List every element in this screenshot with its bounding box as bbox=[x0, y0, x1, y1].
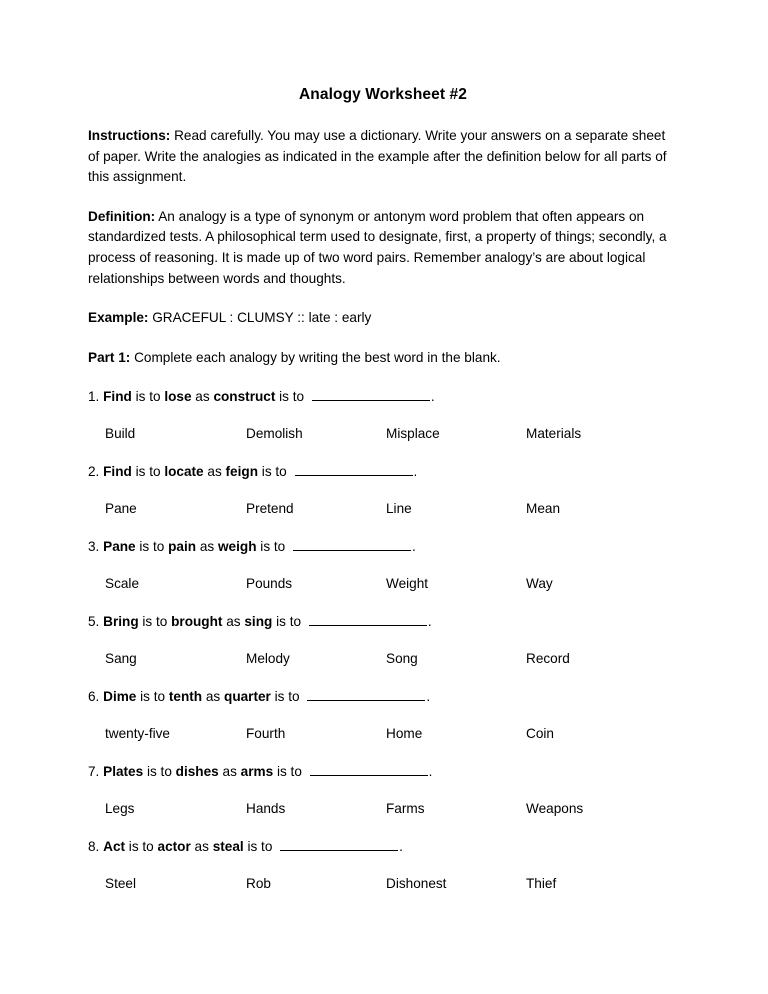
question-number: 1. bbox=[88, 389, 100, 405]
answer-options bbox=[88, 874, 674, 912]
answer-option[interactable]: Pretend bbox=[246, 501, 294, 517]
answer-option[interactable]: Scale bbox=[105, 576, 140, 592]
answer-option[interactable]: Record bbox=[526, 651, 570, 667]
answer-option[interactable]: Weight bbox=[386, 576, 429, 592]
part-1-heading bbox=[88, 348, 674, 369]
question-period: . bbox=[399, 839, 403, 855]
part-1-text: Complete each analogy by writing the best word in the blank. bbox=[130, 349, 501, 365]
answer-option[interactable]: Materials bbox=[526, 426, 582, 442]
question-block bbox=[88, 462, 674, 537]
answer-option[interactable]: Hands bbox=[246, 801, 286, 817]
connector-as: as bbox=[203, 464, 226, 480]
analogy-word-b: dishes bbox=[175, 764, 219, 780]
connector-as: as bbox=[190, 839, 213, 855]
question-number: 8. bbox=[88, 839, 100, 855]
question-number: 7. bbox=[88, 764, 100, 780]
analogy-word-a: Dime bbox=[103, 689, 137, 705]
question-period: . bbox=[413, 464, 418, 480]
answer-option[interactable]: Home bbox=[386, 726, 423, 742]
answer-option[interactable]: Misplace bbox=[386, 426, 440, 442]
answer-option[interactable]: Demolish bbox=[246, 426, 303, 442]
example-paragraph bbox=[88, 308, 674, 329]
analogy-word-a: Pane bbox=[103, 539, 136, 555]
answer-options bbox=[88, 499, 674, 537]
question-prompt bbox=[88, 612, 674, 649]
answer-option[interactable]: Legs bbox=[105, 801, 135, 817]
connector-is-to-2: is to bbox=[243, 839, 277, 855]
analogy-word-a: Plates bbox=[103, 764, 144, 780]
answer-blank[interactable] bbox=[307, 688, 425, 701]
answer-option[interactable]: Way bbox=[526, 576, 553, 592]
answer-option[interactable]: Coin bbox=[526, 726, 554, 742]
connector-is-to-1: is to bbox=[138, 614, 172, 630]
analogy-word-c: arms bbox=[240, 764, 274, 780]
question-block bbox=[88, 387, 674, 462]
question-prompt bbox=[88, 537, 674, 574]
instructions-text: Read carefully. You may use a dictionary. Write your answers on a separate sheet of paper. Write the analogies as indicated in the example after the definition below for all parts of this assignment. bbox=[88, 128, 667, 185]
connector-is-to-1: is to bbox=[131, 464, 165, 480]
analogy-word-a: Find bbox=[103, 464, 132, 480]
definition-text: An analogy is a type of synonym or antonym word problem that often appears on standardized tests. A philosophical term used to designate, first, a property of things; secondly, a process of reasoning. It is made up of two word pairs. Remember analogy’s are about logical relationships between words and thoughts. bbox=[88, 208, 667, 286]
connector-is-to-2: is to bbox=[258, 464, 291, 480]
connector-is-to-1: is to bbox=[136, 689, 169, 705]
connector-as: as bbox=[196, 539, 218, 555]
answer-options bbox=[88, 724, 674, 762]
definition-label: Definition: bbox=[88, 208, 156, 224]
answer-option[interactable]: Weapons bbox=[526, 801, 584, 817]
answer-options bbox=[88, 799, 674, 837]
instructions-label: Instructions: bbox=[88, 128, 171, 143]
document-body bbox=[88, 86, 674, 912]
question-period: . bbox=[428, 764, 433, 780]
connector-is-to-1: is to bbox=[135, 539, 169, 555]
question-list bbox=[88, 387, 674, 912]
answer-option[interactable]: Dishonest bbox=[386, 876, 447, 892]
question-prompt bbox=[88, 687, 674, 724]
question-number: 6. bbox=[88, 689, 100, 705]
example-text: GRACEFUL : CLUMSY :: late : early bbox=[148, 310, 372, 326]
analogy-word-b: locate bbox=[164, 464, 204, 480]
question-period: . bbox=[430, 389, 435, 405]
question-block bbox=[88, 612, 674, 687]
answer-option[interactable]: Rob bbox=[246, 876, 271, 892]
question-number: 5. bbox=[88, 614, 100, 630]
connector-is-to-2: is to bbox=[270, 689, 304, 705]
answer-options bbox=[88, 424, 674, 462]
answer-option[interactable]: Melody bbox=[246, 651, 290, 667]
answer-option[interactable]: Line bbox=[386, 501, 412, 517]
definition-paragraph bbox=[88, 207, 674, 289]
question-period: . bbox=[426, 689, 431, 705]
connector-as: as bbox=[218, 764, 241, 780]
question-prompt bbox=[88, 762, 674, 799]
question-prompt bbox=[88, 837, 674, 874]
answer-options bbox=[88, 574, 674, 612]
answer-blank[interactable] bbox=[293, 538, 411, 551]
answer-option[interactable]: Sang bbox=[105, 651, 137, 667]
question-block bbox=[88, 687, 674, 762]
analogy-word-c: weigh bbox=[217, 539, 257, 555]
question-prompt bbox=[88, 387, 674, 424]
question-block bbox=[88, 837, 674, 912]
analogy-word-c: feign bbox=[225, 464, 259, 480]
connector-as: as bbox=[202, 689, 225, 705]
answer-option[interactable]: Farms bbox=[386, 801, 425, 817]
question-number: 2. bbox=[88, 464, 100, 480]
analogy-word-c: steal bbox=[212, 839, 244, 855]
connector-is-to-2: is to bbox=[275, 389, 308, 405]
analogy-word-b: brought bbox=[171, 614, 223, 630]
connector-is-to-1: is to bbox=[125, 839, 158, 855]
analogy-word-b: pain bbox=[168, 539, 197, 555]
answer-blank[interactable] bbox=[310, 763, 428, 776]
connector-is-to-1: is to bbox=[131, 389, 165, 405]
question-prompt bbox=[88, 462, 674, 499]
analogy-word-a: Bring bbox=[103, 614, 139, 630]
answer-option[interactable]: Song bbox=[386, 651, 418, 667]
analogy-word-c: quarter bbox=[224, 689, 271, 705]
part-1-label: Part 1: bbox=[88, 349, 131, 365]
instructions-paragraph bbox=[88, 126, 674, 188]
connector-is-to-1: is to bbox=[143, 764, 176, 780]
analogy-word-b: lose bbox=[164, 389, 192, 405]
answer-option[interactable]: Thief bbox=[526, 876, 557, 892]
connector-is-to-2: is to bbox=[273, 764, 306, 780]
answer-blank[interactable] bbox=[295, 463, 413, 476]
connector-as: as bbox=[191, 389, 214, 405]
answer-blank[interactable] bbox=[312, 388, 430, 401]
connector-as: as bbox=[222, 614, 245, 630]
answer-option[interactable]: twenty-five bbox=[105, 726, 170, 742]
answer-options bbox=[88, 649, 674, 687]
analogy-word-b: actor bbox=[157, 839, 191, 855]
answer-blank[interactable] bbox=[309, 613, 427, 626]
example-label: Example: bbox=[88, 310, 149, 326]
analogy-word-a: Find bbox=[103, 389, 132, 405]
analogy-word-c: construct bbox=[213, 389, 276, 405]
analogy-word-b: tenth bbox=[168, 689, 203, 705]
answer-option[interactable]: Pane bbox=[105, 501, 137, 517]
question-period: . bbox=[427, 614, 432, 630]
question-block bbox=[88, 537, 674, 612]
question-period: . bbox=[412, 539, 416, 555]
analogy-word-c: sing bbox=[244, 614, 273, 630]
connector-is-to-2: is to bbox=[256, 539, 289, 555]
connector-is-to-2: is to bbox=[272, 614, 305, 630]
analogy-word-a: Act bbox=[103, 839, 126, 855]
question-block bbox=[88, 762, 674, 837]
answer-option[interactable]: Mean bbox=[526, 501, 561, 517]
page-title: Analogy Worksheet #2 bbox=[299, 86, 467, 103]
answer-option[interactable]: Fourth bbox=[246, 726, 286, 742]
question-number: 3. bbox=[88, 539, 100, 555]
answer-blank[interactable] bbox=[280, 838, 398, 851]
answer-option[interactable]: Build bbox=[105, 426, 136, 442]
answer-option[interactable]: Pounds bbox=[246, 576, 293, 592]
answer-option[interactable]: Steel bbox=[105, 876, 136, 892]
